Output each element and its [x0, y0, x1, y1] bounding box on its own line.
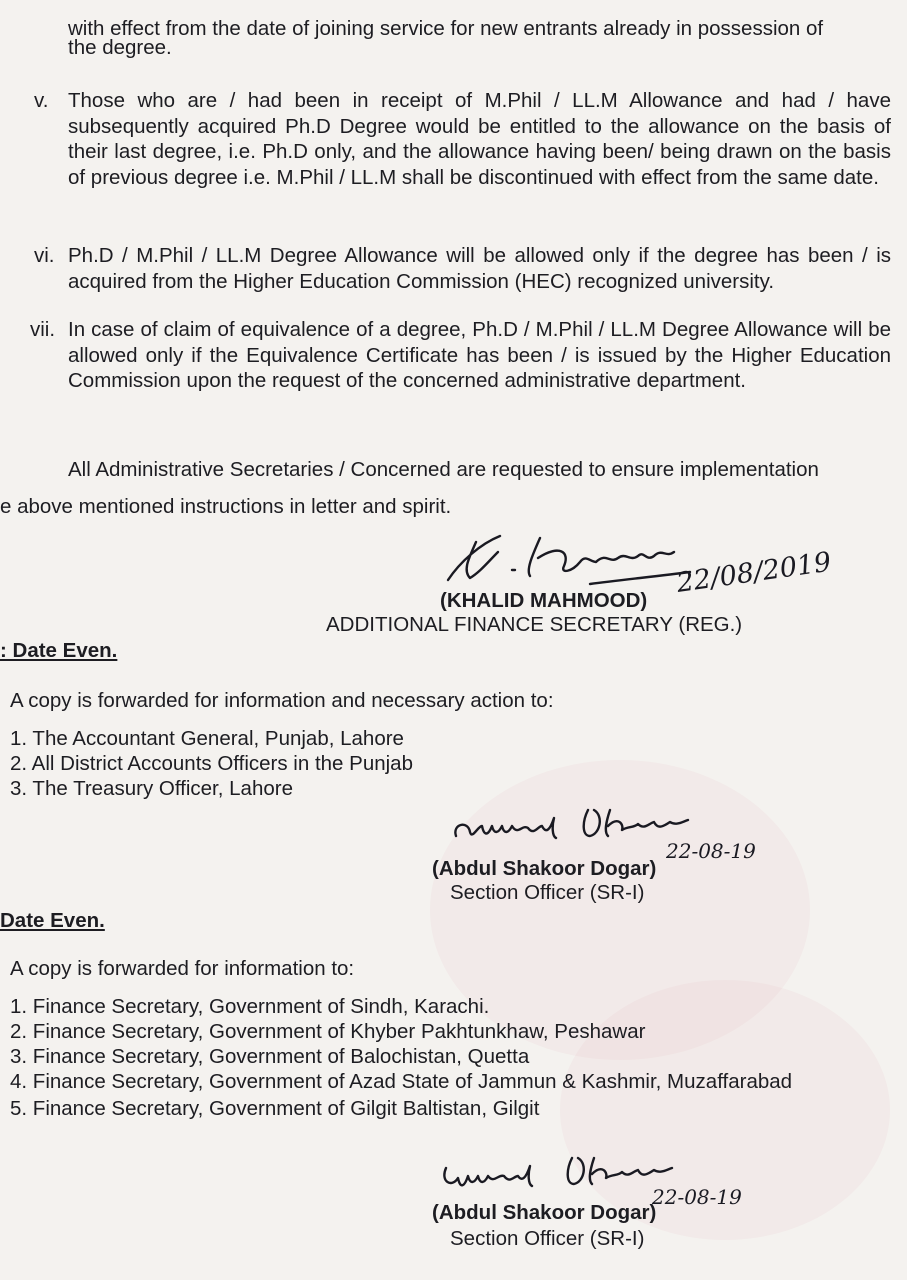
continuation-line: with effect from the date of joining service for new entrants already in possession of	[68, 17, 824, 40]
signer-name: (Abdul Shakoor Dogar)	[432, 857, 657, 880]
clause-number: v.	[34, 89, 49, 112]
clause-number: vii.	[30, 318, 56, 341]
endorsement-heading: Date Even.	[0, 909, 105, 932]
svg-text:22-08-19: 22-08-19	[666, 839, 756, 863]
distribution-item: 3. The Treasury Officer, Lahore	[10, 777, 293, 800]
signer-title: Section Officer (SR-I)	[450, 881, 645, 904]
endorsement-intro: A copy is forwarded for information to:	[10, 957, 355, 980]
handwritten-date	[674, 546, 838, 602]
signer-title: Section Officer (SR-I)	[450, 1227, 645, 1250]
closing-line: All Administrative Secretaries / Concerned are requested to ensure implementation	[68, 458, 819, 481]
distribution-item: 3. Finance Secretary, Government of Balochistan, Quetta	[10, 1045, 530, 1068]
distribution-item: 1. The Accountant General, Punjab, Lahore	[10, 727, 404, 750]
clause-text: In case of claim of equivalence of a degree, Ph.D / M.Phil / LL.M Degree Allowance will be allowed only if the Equivalence Certificate has been / is issued by the Higher Education Commission upon the request of the concerned administrative department.	[68, 318, 891, 392]
signature-khalid-mahmood	[440, 522, 700, 592]
closing-line: e above mentioned instructions in letter and spirit.	[0, 495, 452, 518]
distribution-item: 2. Finance Secretary, Government of Khyber Pakhtunkhaw, Peshawar	[10, 1020, 646, 1043]
clause-text: Ph.D / M.Phil / LL.M Degree Allowance will be allowed only if the degree has been / is acquired from the Higher Education Commission (HEC) recognized university.	[68, 244, 891, 293]
endorsement-intro: A copy is forwarded for information and necessary action to:	[10, 689, 554, 712]
distribution-item: 4. Finance Secretary, Government of Azad State of Jammun & Kashmir, Muzaffarabad	[10, 1070, 793, 1093]
continuation-line: the degree.	[68, 36, 172, 59]
clause-text: Those who are / had been in receipt of M.Phil / LL.M Allowance and had / have subsequently acquired Ph.D Degree would be entitled to the allowance on the basis of their last degree, i.e. Ph.D only, and the allowance having been/ being drawn on the basis of previous degree i.e. M.Phil / LL.M shall be discontinued with effect from the same date.	[68, 89, 891, 189]
distribution-item: 5. Finance Secretary, Government of Gilgit Baltistan, Gilgit	[10, 1097, 540, 1120]
svg-text:22/08/2019: 22/08/2019	[674, 546, 834, 599]
signatory-title: ADDITIONAL FINANCE SECRETARY (REG.)	[326, 613, 743, 636]
svg-text:22-08-19: 22-08-19	[652, 1185, 742, 1209]
handwritten-date	[652, 1176, 782, 1216]
signer-name: (Abdul Shakoor Dogar)	[432, 1201, 657, 1224]
endorsement-heading: : Date Even.	[0, 639, 118, 662]
clause-number: vi.	[34, 244, 55, 267]
distribution-item: 1. Finance Secretary, Government of Sindh, Karachi.	[10, 995, 490, 1018]
handwritten-date	[666, 830, 796, 870]
distribution-item: 2. All District Accounts Officers in the Punjab	[10, 752, 413, 775]
signatory-name: (KHALID MAHMOOD)	[440, 589, 648, 612]
